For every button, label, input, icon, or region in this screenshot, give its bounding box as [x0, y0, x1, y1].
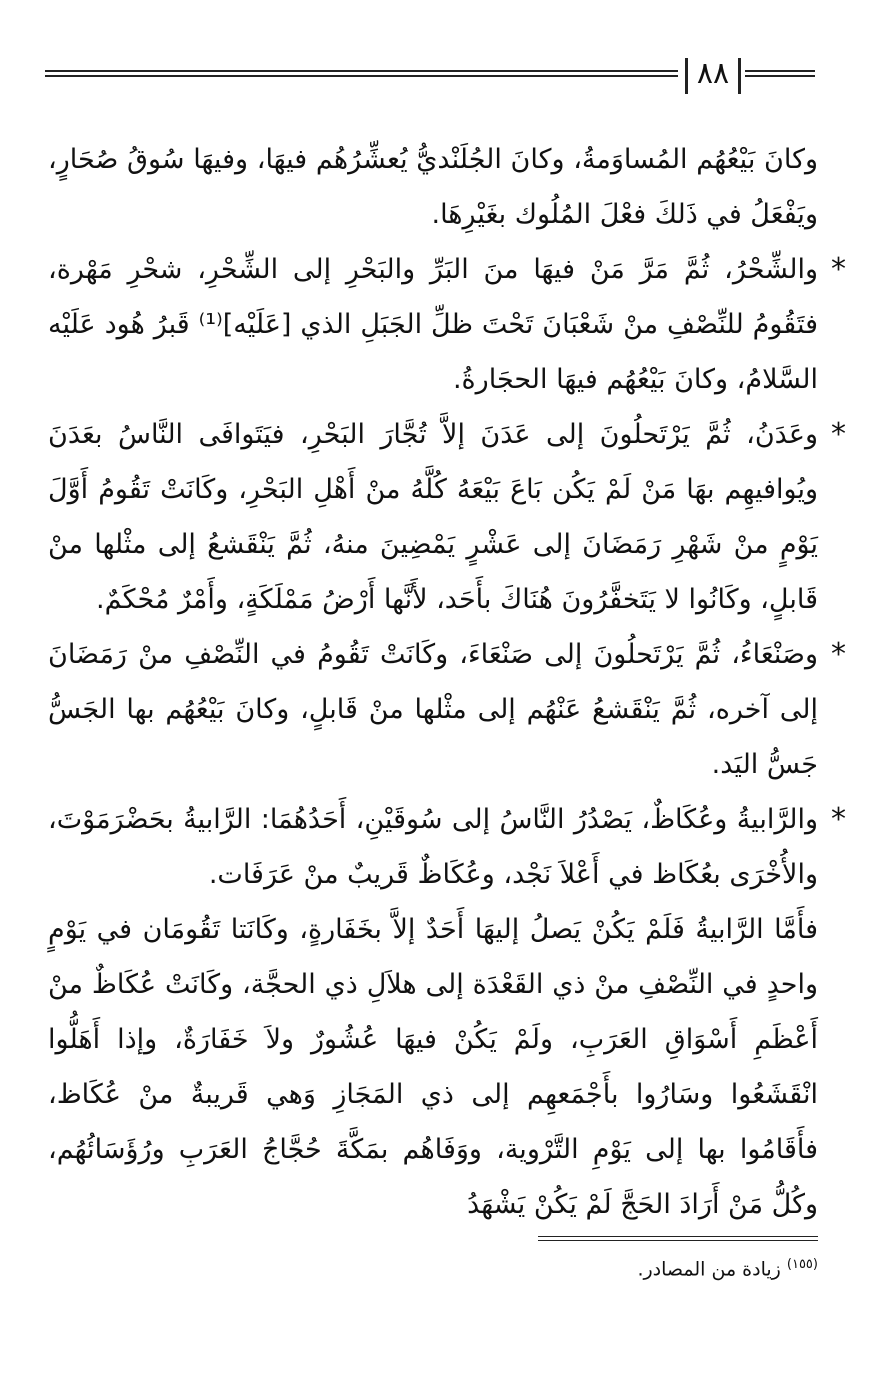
paragraph-sohar: وكانَ بَيْعُهُم المُساوَمةُ، وكانَ الجُلَنْديُّ يُعشِّرُهُم فيهَا، وفيهَا سُوقُ صُحَارٍ، ويَفْعَلُ في ذَلكَ فعْلَ المُلُوك بغَيْرِهَا.: [48, 144, 818, 230]
header-rule-right: [745, 70, 815, 77]
paragraph-shihr: والشِّحْرُ، ثُمَّ مَرَّ مَنْ فيهَا منَ البَرِّ والبَحْرِ إلى الشِّحْرِ، شحْرِ مَهْرة، فتَقُومُ للنِّصْفِ منْ شَعْبَانَ تَحْتَ ظلِّ الجَبَلِ الذي [عَلَيْه]⁽¹⁾ قَبرُ هُود عَلَيْه السَّلامُ، وكانَ بَيْعُهُم فيهَا الحجَارةُ.: [48, 254, 818, 395]
bullet-item-sanaa: [48, 627, 846, 792]
main-text: [48, 132, 846, 1232]
bullet-asterisk: *: [831, 637, 846, 672]
header-divider-left: [685, 58, 688, 94]
paragraph-rabiya-details: فأَمَّا الرَّابيةُ فَلَمْ يَكُنْ يَصلُ إليهَا أَحَدٌ إلاَّ بخَفَارةٍ، وكَانَتا تَقُومَان في يَوْمٍ واحدٍ في النِّصْفِ منْ ذي القَعْدَة إلى هلاَلِ ذي الحجَّة، وكَانَتْ عُكَاظٌ منْ أَعْظَمِ أَسْوَاقِ العَرَبِ، ولَمْ يَكُنْ فيهَا عُشُورٌ ولاَ خَفَارَةٌ، وإذا أَهَلُّوا انْقَشَعُوا وسَارُوا بأَجْمَعهِم إلى ذي المَجَازِ وَهي قَريبةٌ منْ عُكَاظ، فأَقَامُوا بها إلى يَوْمِ التَّرْوية، ووَفَاهُم بمَكَّةَ حُجَّاجُ العَرَبِ ورُؤَسَائُهُم، وكُلُّ مَنْ أَرَادَ الحَجَّ لَمْ يَكُنْ يَشْهَدُ: [48, 914, 818, 1220]
bullet-asterisk: *: [831, 417, 846, 452]
footnote-rule: [538, 1236, 818, 1241]
header-rule-left: [45, 70, 678, 77]
footnote: [400, 1250, 818, 1284]
bullet-item-aden: [48, 407, 846, 627]
header-divider-right: [738, 58, 741, 94]
page-number: ٨٨: [696, 56, 730, 91]
paragraph-rabiya-ukaz: والرَّابيةُ وعُكَاظٌ، يَصْدُرُ النَّاسُ إلى سُوقَيْنِ، أَحَدُهُمَا: الرَّابيةُ بحَضْرَمَوْتَ، والأُخْرَى بعُكَاظ في أَعْلاَ نَجْد، وعُكَاظٌ قَريبٌ منْ عَرَفَات.: [48, 804, 818, 890]
footnote-text: زيادة من المصادر.: [637, 1258, 781, 1281]
bullet-asterisk: *: [831, 802, 846, 837]
bullet-item-rabiya-ukaz: [48, 792, 846, 902]
page-header: [45, 58, 815, 98]
footnote-marker: (١٥٥): [786, 1257, 818, 1272]
bullet-item-shihr: [48, 242, 846, 407]
paragraph-sanaa: وصَنْعَاءُ، ثُمَّ يَرْتَحلُونَ إلى صَنْعَاءَ، وكَانَتْ تَقُومُ في النِّصْفِ منْ رَمَضَانَ إلى آخره، ثُمَّ يَنْقَشعُ عَنْهُم إلى مثْلها منْ قَابلٍ، وكانَ بَيْعُهُم بها الجَسُّ جَسُّ اليَد.: [48, 639, 818, 780]
bullet-asterisk: *: [831, 252, 846, 287]
paragraph-aden: وعَدَنُ، ثُمَّ يَرْتَحلُونَ إلى عَدَنَ إلاَّ تُجَّارَ البَحْرِ، فيَتَوافَى النَّاسُ بعَدَنَ ويُوافيهِم بهَا مَنْ لَمْ يَكُن بَاعَ بَيْعَهُ كُلَّهُ منْ أَهْلِ البَحْرِ، وكَانَتْ تَقُومُ أَوَّلَ يَوْمٍ منْ شَهْرِ رَمَضَانَ إلى عَشْرٍ يَمْضِينَ منهُ، ثُمَّ يَنْقَشعُ إلى مثْلها منْ قَابلٍ، وكَانُوا لا يَتَخفَّرُونَ هُنَاكَ بأَحَد، لأَنَّها أَرْضُ مَمْلَكَةٍ، وأَمْرٌ مُحْكَمٌ.: [48, 419, 818, 615]
